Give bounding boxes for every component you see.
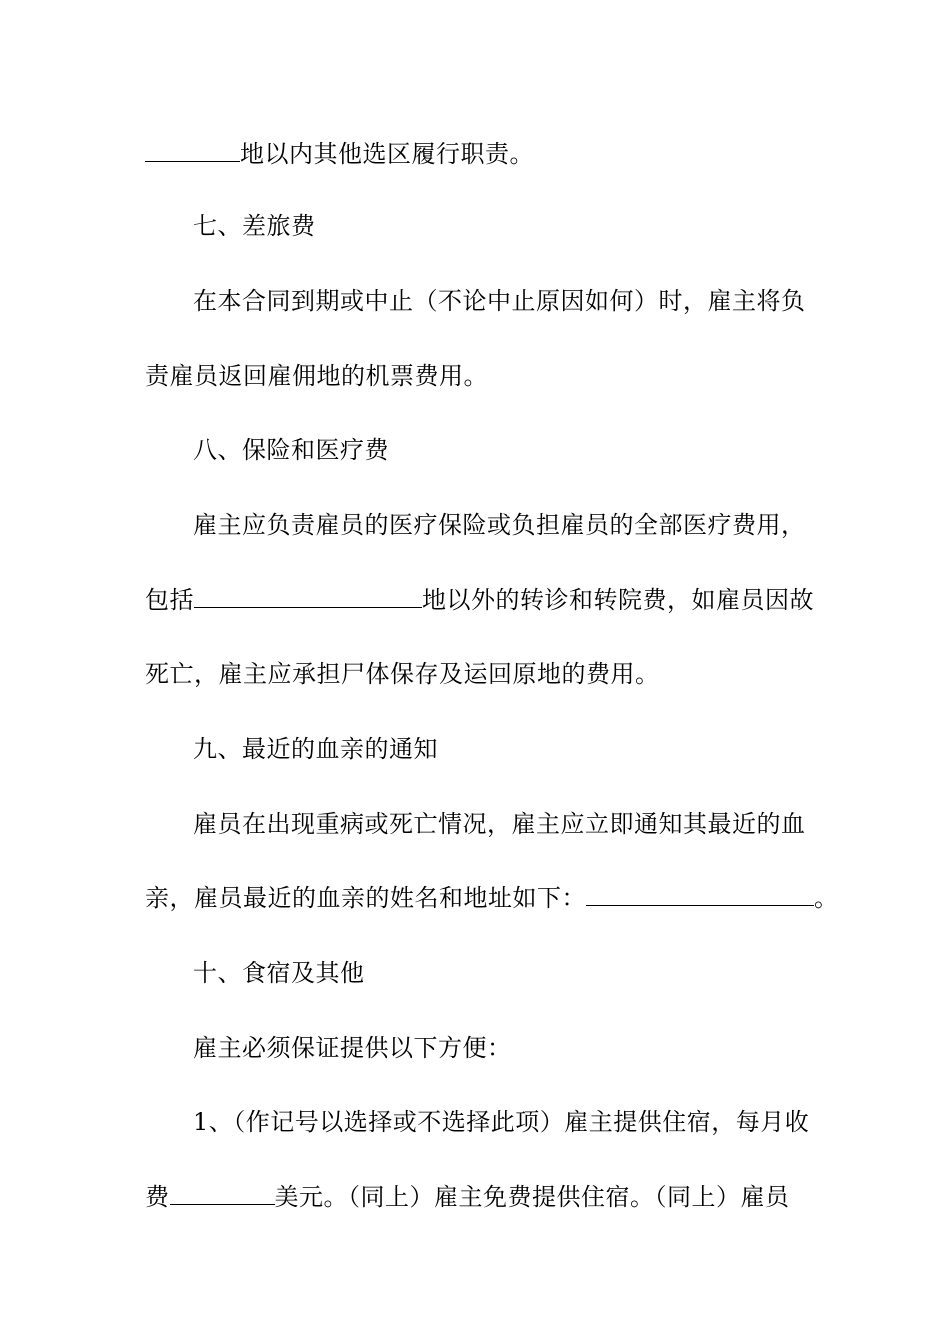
fill-in-blank [586, 883, 814, 906]
paragraph-line: 责雇员返回雇佣地的机票费用。 [145, 362, 488, 390]
paragraph-line: 死亡，雇主应承担尸体保存及运回原地的费用。 [145, 660, 660, 688]
section-heading-7: 七、差旅费 [193, 212, 316, 240]
section-heading-9: 九、最近的血亲的通知 [193, 735, 438, 763]
paragraph-line: 雇主应负责雇员的医疗保险或负担雇员的全部医疗费用， [193, 511, 806, 539]
fill-in-blank [145, 139, 240, 162]
section-heading-10: 十、食宿及其他 [193, 959, 365, 987]
paragraph-line: 费 美元。（同上）雇主免费提供住宿。（同上）雇员 [145, 1183, 790, 1211]
paragraph-line: 在本合同到期或中止（不论中止原因如何）时，雇主将负 [193, 287, 806, 315]
paragraph-line: 雇员在出现重病或死亡情况，雇主应立即通知其最近的血 [193, 810, 806, 838]
paragraph-line: 亲，雇员最近的血亲的姓名和地址如下： 。 [145, 884, 839, 912]
fill-in-blank [170, 1182, 275, 1205]
paragraph-line: 雇主必须保证提供以下方便： [193, 1034, 512, 1062]
section-heading-8: 八、保险和医疗费 [193, 436, 389, 464]
paragraph-line: 1、（作记号以选择或不选择此项）雇主提供住宿，每月收 [193, 1108, 810, 1136]
fill-in-blank [194, 585, 422, 608]
paragraph-line: 包括 地以外的转诊和转院费，如雇员因故 [145, 586, 814, 614]
text-line: 地以内其他选区履行职责。 [145, 138, 825, 170]
